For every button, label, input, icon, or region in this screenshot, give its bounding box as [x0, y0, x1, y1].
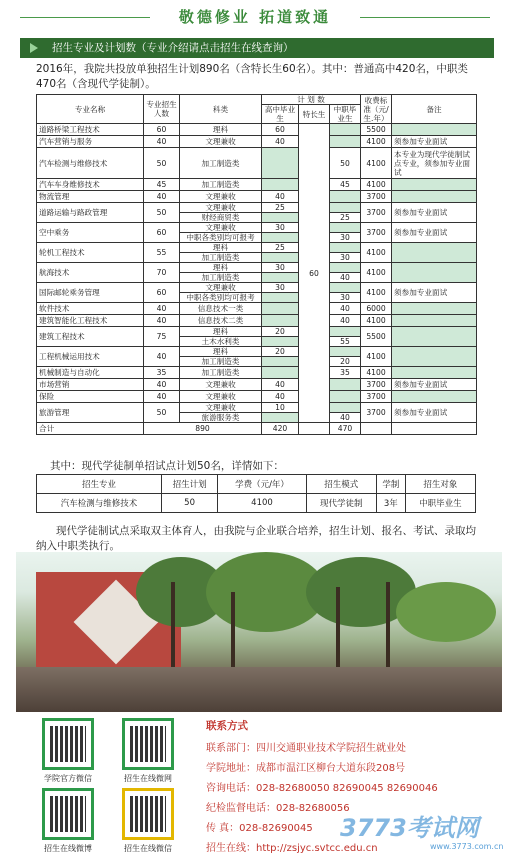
cell-category: 文理兼收 [180, 283, 262, 293]
cell-major: 保险 [37, 391, 144, 403]
mx-header: 学制 [376, 475, 405, 494]
cell-category: 加工制造类 [180, 367, 262, 379]
tree-trunk [386, 582, 390, 672]
cell-total-note [392, 423, 477, 435]
cell-major: 旅游管理 [37, 403, 144, 423]
cell-count: 40 [144, 315, 180, 327]
qr-caption: 学院官方微信 [44, 774, 92, 783]
cell-major: 道路桥梁工程技术 [37, 124, 144, 136]
table-row [37, 124, 477, 136]
cell-count: 50 [144, 203, 180, 223]
cell-highschool [262, 213, 299, 223]
cell-note [392, 327, 477, 347]
cell-vocational: 20 [330, 357, 361, 367]
cell-vocational [330, 379, 361, 391]
table-row [37, 243, 477, 253]
qr-code-weibo[interactable] [42, 788, 94, 840]
cell-note [392, 179, 477, 191]
mx-cell: 汽车检测与维修技术 [37, 494, 162, 513]
cell-category: 加工制造类 [180, 273, 262, 283]
cell-count: 70 [144, 263, 180, 283]
cell-fee: 3700 [361, 403, 392, 423]
contact-website-link[interactable]: 招生在线：http://zsjyc.svtcc.edu.cn [206, 843, 378, 854]
cell-fee: 4100 [361, 243, 392, 263]
table-row [37, 179, 477, 191]
cell-fee: 4100 [361, 179, 392, 191]
cell-highschool: 60 [262, 124, 299, 136]
contact-title: 联系方式 [206, 720, 248, 732]
cell-major: 国际邮轮乘务管理 [37, 283, 144, 303]
header-specialty: 特长生 [299, 105, 330, 124]
cell-vocational [330, 347, 361, 357]
cell-highschool: 10 [262, 403, 299, 413]
cell-vocational: 50 [330, 148, 361, 179]
table-row [37, 303, 477, 315]
cell-vocational [330, 391, 361, 403]
cell-major: 道路运输与路政管理 [37, 203, 144, 223]
cell-category: 中职各类别均可报考 [180, 293, 262, 303]
qr-code-official-wechat[interactable] [42, 718, 94, 770]
cell-highschool [262, 303, 299, 315]
qr-pattern [50, 796, 86, 832]
cell-category: 文理兼收 [180, 223, 262, 233]
cell-highschool: 25 [262, 203, 299, 213]
cell-vocational [330, 136, 361, 148]
cell-note: 本专业为现代学徒制试点专业，须参加专业面试 [392, 148, 477, 179]
campus-photo [16, 552, 502, 712]
cell-vocational [330, 327, 361, 337]
cell-major: 机械制造与自动化 [37, 367, 144, 379]
qr-code-micro-site[interactable] [122, 718, 174, 770]
qr-caption: 招生在线微信 [124, 844, 172, 853]
header-highschool: 高中毕业生 [262, 105, 299, 124]
cell-highschool: 40 [262, 136, 299, 148]
cell-highschool [262, 315, 299, 327]
cell-vocational: 25 [330, 213, 361, 223]
cell-major: 市场营销 [37, 379, 144, 391]
table-row [37, 315, 477, 327]
cell-count: 60 [144, 124, 180, 136]
qr-code-wechat[interactable] [122, 788, 174, 840]
cell-fee: 3700 [361, 191, 392, 203]
cell-count: 40 [144, 391, 180, 403]
mx-cell: 4100 [218, 494, 306, 513]
cell-highschool [262, 337, 299, 347]
header-fee: 收费标准（元/生.年） [361, 95, 392, 124]
contact-phone: 咨询电话：028-82680050 82690045 82690046 [206, 783, 438, 794]
cell-note: 须参加专业面试 [392, 283, 477, 303]
cell-vocational: 40 [330, 303, 361, 315]
cell-vocational: 30 [330, 293, 361, 303]
table-row [37, 347, 477, 357]
header-count: 专业招生人数 [144, 95, 180, 124]
cell-fee: 6000 [361, 303, 392, 315]
cell-highschool [262, 357, 299, 367]
cell-fee: 4100 [361, 263, 392, 283]
divider-right [360, 17, 490, 18]
section-banner[interactable] [20, 38, 494, 58]
cell-note [392, 391, 477, 403]
cell-category: 文理兼收 [180, 403, 262, 413]
mx-header: 招生专业 [37, 475, 162, 494]
cell-fee: 3700 [361, 379, 392, 391]
cell-highschool: 20 [262, 327, 299, 337]
header-note: 备注 [392, 95, 477, 124]
mx-cell: 3年 [376, 494, 405, 513]
cell-highschool: 25 [262, 243, 299, 253]
header-major: 专业名称 [37, 95, 144, 124]
arrow-icon [30, 43, 38, 53]
cell-highschool [262, 293, 299, 303]
cell-note [392, 263, 477, 283]
cell-vocational: 30 [330, 253, 361, 263]
road [16, 667, 502, 712]
cell-vocational: 55 [330, 337, 361, 347]
table-row [37, 379, 477, 391]
mx-header: 招生对象 [405, 475, 475, 494]
qr-pattern [50, 726, 86, 762]
cell-highschool [262, 233, 299, 243]
cell-vocational: 30 [330, 233, 361, 243]
cell-highschool: 30 [262, 223, 299, 233]
motto-header [0, 0, 510, 34]
cell-total-label: 合计 [37, 423, 144, 435]
cell-fee: 3700 [361, 203, 392, 223]
header-plan: 计 划 数 [262, 95, 361, 105]
enrollment-table [36, 94, 477, 435]
qr-caption: 招生在线微网 [124, 774, 172, 783]
cell-note: 须参加专业面试 [392, 379, 477, 391]
tree-crown [396, 582, 496, 642]
cell-count: 45 [144, 179, 180, 191]
cell-fee: 4100 [361, 136, 392, 148]
cell-total-count: 890 [144, 423, 262, 435]
cell-note: 须参加专业面试 [392, 223, 477, 243]
cell-highschool [262, 367, 299, 379]
cell-highschool: 20 [262, 347, 299, 357]
cell-note [392, 315, 477, 327]
cell-vocational: 45 [330, 179, 361, 191]
cell-major: 建筑智能化工程技术 [37, 315, 144, 327]
mx-header: 学费（元/年） [218, 475, 306, 494]
table-row [37, 283, 477, 293]
cell-count: 60 [144, 223, 180, 243]
cell-note [392, 303, 477, 315]
cell-major: 汽车检测与维修技术 [37, 148, 144, 179]
cell-total-highschool: 420 [262, 423, 299, 435]
motto-text: 敬德修业 拓道致通 [178, 8, 332, 26]
tree-trunk [336, 587, 340, 672]
mx-cell: 现代学徒制 [306, 494, 376, 513]
cell-specialty-total: 60 [299, 124, 330, 423]
cell-vocational [330, 403, 361, 413]
header-category: 科类 [180, 95, 262, 124]
table-row [37, 203, 477, 213]
contact-supervision-phone: 纪检监督电话：028-82680056 [206, 803, 350, 814]
cell-total-specialty [299, 423, 330, 435]
cell-vocational [330, 263, 361, 273]
cell-fee: 4100 [361, 148, 392, 179]
cell-major: 航海技术 [37, 263, 144, 283]
mx-cell: 中职毕业生 [405, 494, 475, 513]
table-row [37, 367, 477, 379]
cell-category: 加工制造类 [180, 179, 262, 191]
cell-note: 须参加专业面试 [392, 203, 477, 223]
cell-count: 60 [144, 283, 180, 303]
table-row [37, 327, 477, 337]
cell-note: 须参加专业面试 [392, 403, 477, 423]
cell-fee: 3700 [361, 391, 392, 403]
contact-address: 学院地址：成都市温江区柳台大道东段208号 [206, 763, 406, 774]
table-header-row [37, 95, 477, 105]
table-row [37, 263, 477, 273]
cell-count: 40 [144, 379, 180, 391]
cell-note: 须参加专业面试 [392, 136, 477, 148]
cell-fee: 4100 [361, 283, 392, 303]
mx-cell: 50 [161, 494, 217, 513]
table-row [37, 223, 477, 233]
cell-count: 75 [144, 327, 180, 347]
modern-apprentice-table [36, 474, 476, 513]
watermark-url: www.3773.com.cn [430, 842, 504, 851]
contact-fax: 传 真：028-82690045 [206, 823, 313, 834]
cell-highschool: 40 [262, 379, 299, 391]
tree-trunk [171, 582, 175, 672]
cell-fee: 4100 [361, 347, 392, 367]
cell-count: 40 [144, 136, 180, 148]
cell-category: 中职各类别均可报考 [180, 233, 262, 243]
cell-vocational: 40 [330, 413, 361, 423]
intro-paragraph: 2016年，我院共投放单独招生计划890名（含特长生60名）。其中：普通高中420名，中职类470名（含现代学徒制）。 [36, 63, 468, 90]
cell-highschool: 30 [262, 283, 299, 293]
cell-highschool [262, 273, 299, 283]
cell-major: 汽车营销与服务 [37, 136, 144, 148]
contact-dept: 联系部门：四川交通职业技术学院招生就业处 [206, 743, 406, 754]
apprentice-note: 现代学徒制试点采取双主体育人，由我院与企业联合培养，招生计划、报名、考试、录取均纳入中职类执行。 [36, 525, 476, 552]
cell-category: 文理兼收 [180, 203, 262, 213]
cell-category: 加工制造类 [180, 357, 262, 367]
cell-category: 信息技术一类 [180, 303, 262, 315]
cell-category: 理科 [180, 124, 262, 136]
cell-fee: 5500 [361, 327, 392, 347]
banner-text: 招生专业及计划数（专业介绍请点击招生在线查询） [52, 42, 294, 54]
cell-category: 文理兼收 [180, 379, 262, 391]
cell-total-vocational: 470 [330, 423, 361, 435]
cell-fee: 3700 [361, 223, 392, 243]
cell-vocational [330, 283, 361, 293]
cell-vocational [330, 124, 361, 136]
table-row [37, 136, 477, 148]
table-row [37, 191, 477, 203]
cell-major: 空中乘务 [37, 223, 144, 243]
cell-vocational: 35 [330, 367, 361, 379]
tree-trunk [231, 592, 235, 672]
cell-vocational [330, 191, 361, 203]
cell-category: 文理兼收 [180, 191, 262, 203]
cell-category: 财经商贸类 [180, 213, 262, 223]
cell-major: 物流管理 [37, 191, 144, 203]
cell-highschool [262, 179, 299, 191]
cell-count: 50 [144, 403, 180, 423]
cell-category: 文理兼收 [180, 391, 262, 403]
cell-fee: 5500 [361, 124, 392, 136]
table-row [37, 403, 477, 413]
cell-category: 文理兼收 [180, 136, 262, 148]
cell-note [392, 347, 477, 367]
divider-left [20, 17, 150, 18]
header-vocational: 中职毕业生 [330, 105, 361, 124]
qr-pattern [130, 796, 166, 832]
cell-highschool [262, 413, 299, 423]
qr-pattern [130, 726, 166, 762]
mx-header: 招生计划 [161, 475, 217, 494]
cell-major: 软件技术 [37, 303, 144, 315]
cell-category: 理科 [180, 347, 262, 357]
qr-caption: 招生在线微博 [44, 844, 92, 853]
cell-highschool: 40 [262, 391, 299, 403]
cell-count: 40 [144, 347, 180, 367]
cell-highschool: 30 [262, 263, 299, 273]
cell-major: 汽车车身维修技术 [37, 179, 144, 191]
mx-header: 招生模式 [306, 475, 376, 494]
cell-note [392, 124, 477, 136]
table-row [37, 148, 477, 179]
cell-category: 加工制造类 [180, 148, 262, 179]
cell-category: 理科 [180, 263, 262, 273]
cell-fee: 4100 [361, 315, 392, 327]
cell-total-fee [361, 423, 392, 435]
table-total-row [37, 423, 477, 435]
cell-category: 土木水利类 [180, 337, 262, 347]
table-row [37, 391, 477, 403]
cell-major: 轮机工程技术 [37, 243, 144, 263]
cell-note [392, 191, 477, 203]
modern-apprentice-title: 其中：现代学徒制单招试点计划50名，详情如下： [50, 460, 284, 472]
cell-note [392, 243, 477, 263]
cell-major: 工程机械运用技术 [37, 347, 144, 367]
cell-fee: 4100 [361, 367, 392, 379]
watermark-logo: 3773考试网 [340, 814, 479, 842]
cell-category: 旅游服务类 [180, 413, 262, 423]
cell-category: 信息技术二类 [180, 315, 262, 327]
cell-major: 建筑工程技术 [37, 327, 144, 347]
cell-vocational: 40 [330, 273, 361, 283]
cell-highschool [262, 253, 299, 263]
cell-category: 理科 [180, 243, 262, 253]
cell-category: 加工制造类 [180, 253, 262, 263]
cell-vocational: 40 [330, 315, 361, 327]
cell-count: 40 [144, 303, 180, 315]
cell-vocational [330, 243, 361, 253]
cell-highschool [262, 148, 299, 179]
cell-highschool: 40 [262, 191, 299, 203]
cell-vocational [330, 223, 361, 233]
cell-count: 40 [144, 191, 180, 203]
cell-vocational [330, 203, 361, 213]
cell-count: 55 [144, 243, 180, 263]
cell-category: 理科 [180, 327, 262, 337]
cell-count: 50 [144, 148, 180, 179]
cell-count: 35 [144, 367, 180, 379]
cell-note [392, 367, 477, 379]
